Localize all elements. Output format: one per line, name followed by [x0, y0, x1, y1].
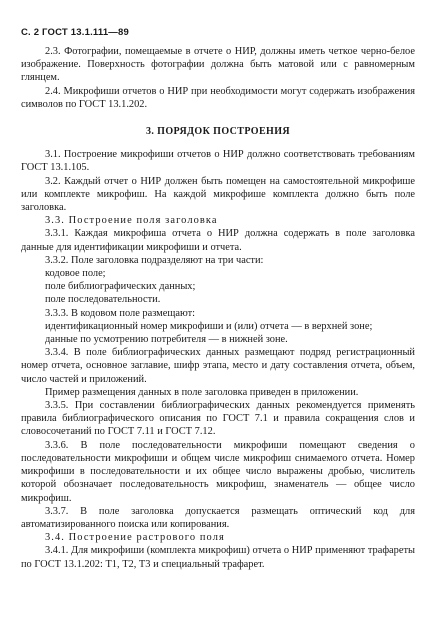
paragraph-example: Пример размещения данных в поле заголовка приведен в приложении.	[45, 386, 359, 398]
list-item-ident-number: идентификационный номер микрофиши и (или) отчета — в верхней зоне;	[45, 320, 373, 332]
paragraph-2-4: 2.4. Микрофиши отчетов о НИР при необходимости могут содержать изображения символов по ГОСТ 13.1.202.	[21, 85, 415, 110]
paragraph-3-4-1: 3.4.1. Для микрофиши (комплекта микрофиш) отчета о НИР применяют трафареты по ГОСТ 13.1.202: Т1, Т2, Т3 и специальный трафарет.	[21, 545, 415, 570]
document-body	[21, 45, 415, 571]
list-item-seq-field: поле последовательности.	[45, 294, 161, 306]
subsection-3-3-heading: 3.3. Построение поля заголовка	[45, 215, 218, 227]
paragraph-3-3-1: 3.3.1. Каждая микрофиша отчета о НИР должна содержать в поле заголовка данные для идентификации микрофиши и отчета.	[21, 228, 415, 253]
list-item-code-field: кодовое поле;	[45, 268, 106, 280]
paragraph-3-2: 3.2. Каждый отчет о НИР должен быть помещен на самостоятельной микрофише или комплекте микрофиш. На каждой микрофише комплекта должно быть поле заголовка.	[21, 175, 415, 214]
paragraph-3-1: 3.1. Построение микрофиши отчетов о НИР должно соответствовать требованиям ГОСТ 13.1.105.	[21, 149, 415, 174]
paragraph-3-3-7: 3.3.7. В поле заголовка допускается размещать оптический код для автоматизированного поиска или копирования.	[21, 505, 415, 530]
list-item-consumer-data: данные по усмотрению потребителя — в нижней зоне.	[45, 334, 288, 346]
paragraph-3-3-5: 3.3.5. При составлении библиографических данных рекомендуется применять правила библиографического описания по ГОСТ 7.1 и правила сокращения слов и словосочетаний по ГОСТ 7.11 и ГОСТ 7.12.	[21, 400, 415, 438]
paragraph-3-3-2: 3.3.2. Поле заголовка подразделяют на три части:	[45, 254, 264, 266]
paragraph-2-3: 2.3. Фотографии, помещаемые в отчете о НИР, должны иметь четкое черно-белое изображение. Поверхность фотографии должна быть матовой или с равномерным глянцем.	[21, 46, 415, 84]
list-item-bib-field: поле библиографических данных;	[45, 281, 196, 293]
paragraph-3-3-6: 3.3.6. В поле последовательности микрофиши помещают сведения о последовательности микрофиши и общем числе микрофиш снимаемого отчета. Номер микрофиши в последовательности и их общее число выражены дробью, числитель которой обозначает последовательность микрофиш, знаменатель — общее число микрофиш.	[21, 439, 415, 504]
subsection-3-4-heading: 3.4. Построение растрового поля	[45, 532, 225, 544]
paragraph-3-3-4: 3.3.4. В поле библиографических данных размещают подряд регистрационный номер отчета, основное заглавие, шифр этапа, место и дату составления отчета, объем, число частей и приложений.	[21, 347, 415, 385]
paragraph-3-3-3: 3.3.3. В кодовом поле размещают:	[45, 307, 196, 319]
section-3-title: 3. ПОРЯДОК ПОСТРОЕНИЯ	[145, 126, 291, 138]
page-header: С. 2 ГОСТ 13.1.111—89	[21, 27, 129, 38]
